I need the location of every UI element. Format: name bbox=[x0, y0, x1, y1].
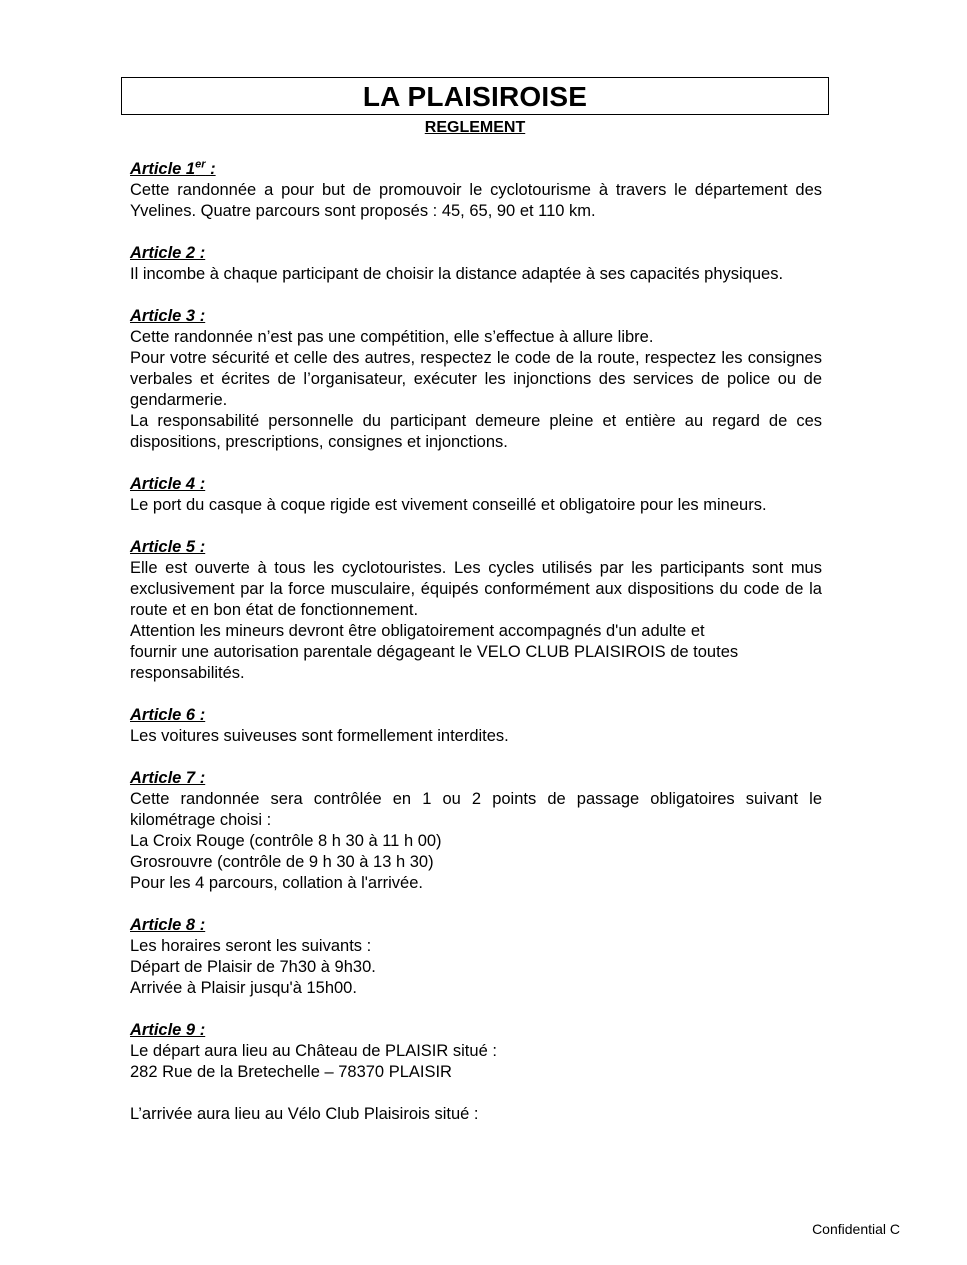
article-title: Article 4 : bbox=[130, 475, 206, 493]
article-paragraph: 282 Rue de la Bretechelle – 78370 PLAISIR bbox=[130, 1063, 452, 1081]
article-title: Article 6 : bbox=[130, 706, 206, 724]
article-1 bbox=[130, 159, 822, 222]
article-title: Article 3 : bbox=[130, 307, 206, 325]
article-paragraph: Cette randonnée n’est pas une compétition, elle s’effectue à allure libre. bbox=[130, 328, 654, 346]
article-paragraph: Cette randonnée sera contrôlée en 1 ou 2 points de passage obligatoires suivant le kilométrage choisi : bbox=[130, 790, 822, 829]
article-title: Article 7 : bbox=[130, 769, 206, 787]
article-paragraph: Le port du casque à coque rigide est vivement conseillé et obligatoire pour les mineurs. bbox=[130, 496, 767, 514]
article-paragraph: Grosrouvre (contrôle de 9 h 30 à 13 h 30) bbox=[130, 853, 434, 871]
article-paragraph: Arrivée à Plaisir jusqu'à 15h00. bbox=[130, 979, 357, 997]
article-3 bbox=[130, 306, 822, 453]
article-paragraph: Cette randonnée a pour but de promouvoir le cyclotourisme à travers le département des Yvelines. Quatre parcours sont proposés : 45, 65, 90 et 110 km. bbox=[130, 181, 822, 220]
document-subtitle: REGLEMENT bbox=[424, 119, 526, 136]
article-paragraph: Elle est ouverte à tous les cyclotouristes. Les cycles utilisés par les participants sont mus exclusivement par la force musculaire, équipés conformément aux dispositions du code de la route et en bon état de fonctionnement. bbox=[130, 559, 822, 619]
article-paragraph: responsabilités. bbox=[130, 664, 245, 682]
article-paragraph: Les voitures suiveuses sont formellement interdites. bbox=[130, 727, 509, 745]
article-paragraph: Les horaires seront les suivants : bbox=[130, 937, 372, 955]
document-title: LA PLAISIROISE bbox=[362, 81, 588, 112]
article-5 bbox=[130, 537, 822, 684]
article-paragraph: Départ de Plaisir de 7h30 à 9h30. bbox=[130, 958, 376, 976]
document-body bbox=[130, 159, 822, 1146]
article-paragraph: Attention les mineurs devront être obligatoirement accompagnés d'un adulte et bbox=[130, 622, 705, 640]
article-paragraph: fournir une autorisation parentale dégageant le VELO CLUB PLAISIROIS de toutes bbox=[130, 643, 739, 661]
article-title: Article 9 : bbox=[130, 1021, 206, 1039]
article-9 bbox=[130, 1020, 822, 1125]
article-paragraph: Pour votre sécurité et celle des autres, respectez le code de la route, respectez les consignes verbales et écrites de l’organisateur, exécuter les injonctions des services de police ou de gendarmerie. bbox=[130, 349, 822, 409]
article-paragraph: Pour les 4 parcours, collation à l'arrivée. bbox=[130, 874, 423, 892]
article-title: Article 5 : bbox=[130, 538, 206, 556]
article-title: Article 8 : bbox=[130, 916, 206, 934]
title-box bbox=[121, 77, 829, 115]
article-paragraph: L’arrivée aura lieu au Vélo Club Plaisirois situé : bbox=[130, 1105, 479, 1123]
article-title: Article 2 : bbox=[130, 244, 206, 262]
article-paragraph: La Croix Rouge (contrôle 8 h 30 à 11 h 00) bbox=[130, 832, 442, 850]
article-paragraph: Il incombe à chaque participant de choisir la distance adaptée à ses capacités physiques. bbox=[130, 265, 784, 283]
article-6 bbox=[130, 705, 822, 747]
article-8 bbox=[130, 915, 822, 999]
confidential-label: Confidential C bbox=[812, 1221, 900, 1237]
article-7 bbox=[130, 768, 822, 894]
article-2 bbox=[130, 243, 822, 285]
article-paragraph: Le départ aura lieu au Château de PLAISIR situé : bbox=[130, 1042, 497, 1060]
article-4 bbox=[130, 474, 822, 516]
article-paragraph: La responsabilité personnelle du participant demeure pleine et entière au regard de ces dispositions, prescriptions, consignes et injonctions. bbox=[130, 412, 822, 451]
article-title: Article 1er : bbox=[130, 158, 216, 178]
